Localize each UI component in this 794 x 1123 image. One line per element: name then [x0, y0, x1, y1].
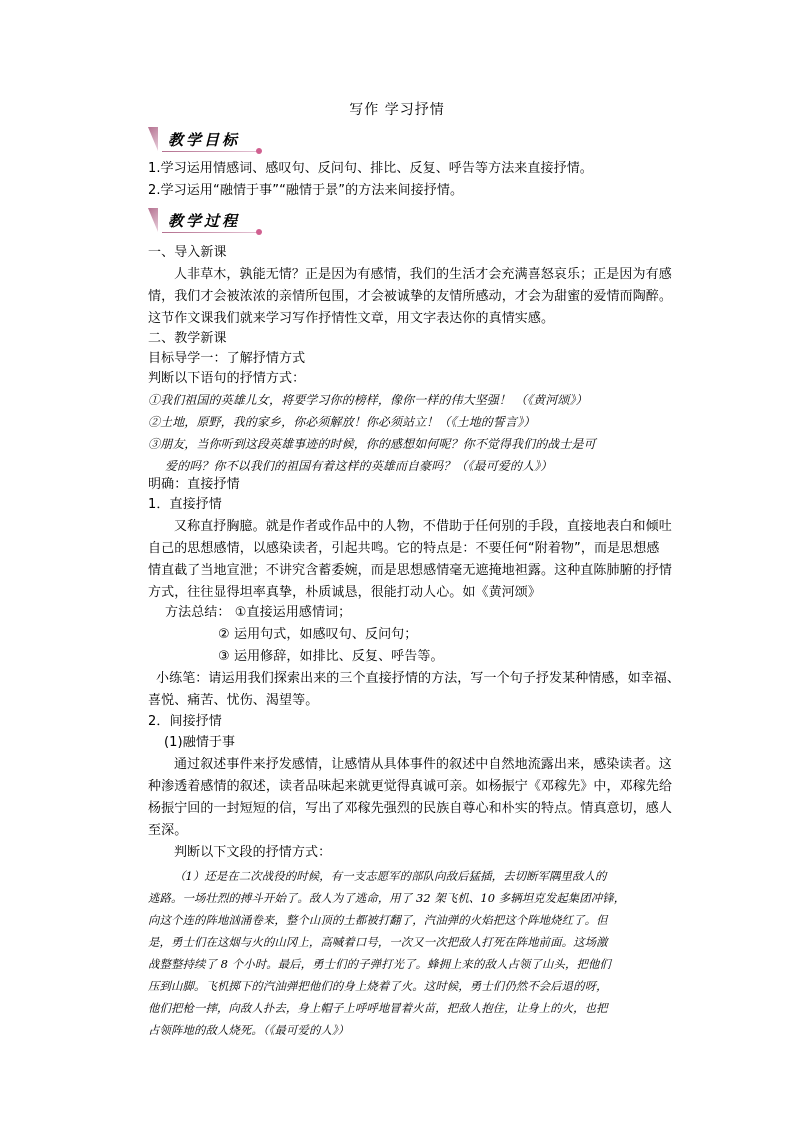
page-title: 写作 学习抒情 — [349, 102, 445, 118]
excerpt-line: 压到山脚。飞机掷下的汽油弹把他们的身上烧着了火。这时候，勇士们仍然不会后退的呀， — [148, 979, 608, 993]
paragraph-line: 情，我们才会被浓浓的亲情所包围，才会被诚挚的友情所感动，才会为甜蜜的爱情而陶醉。 — [148, 289, 673, 304]
goal-line-1: 1.学习运用情感词、感叹句、反问句、排比、反复、呼告等方法来直接抒情。 — [148, 161, 593, 176]
paragraph-line: 种渗透着感情的叙述，读者品味起来就更觉得真诚可亲。如杨振宁《邓稼先》中，邓稼先给 — [148, 779, 673, 794]
paragraph-line: 自己的思想感情，以感染读者，引起共鸣。它的特点是：不要任何“附着物”，而是思想感 — [148, 541, 660, 556]
badge-dot-icon — [256, 229, 262, 235]
badge-dot-icon — [256, 148, 262, 154]
paragraph-line: 人非草木，孰能无情？正是因为有感情，我们的生活才会充满喜怒哀乐；正是因为有感 — [174, 267, 672, 282]
paragraph-line: 判断以下语句的抒情方式： — [148, 371, 306, 386]
quote-line: 爱的吗？你不以我们的祖国有着这样的英雄而自豪吗？（《最可爱的人》） — [165, 459, 553, 473]
heading-intro: 一、导入新课 — [148, 245, 227, 260]
paragraph-line: 情直截了当地宣泄；不讲究含蓄委婉，而是思想感情毫无遮掩地袒露。这种直陈肺腑的抒情 — [148, 563, 673, 578]
method-item: ③ 运用修辞，如排比、反复、呼告等。 — [218, 649, 444, 664]
badge-label: 教学过程 — [168, 212, 241, 230]
excerpt-line: （1）还是在二次战役的时候，有一支志愿军的部队向敌后猛插，去切断军隅里敌人的 — [174, 869, 607, 883]
excerpt-line: 战整整持续了 8 个小时。最后，勇士们的子弹打光了。蜂拥上来的敌人占领了山头，把他们 — [148, 957, 611, 971]
section-badge-process — [148, 208, 256, 234]
goal-guide-heading: 目标导学一：了解抒情方式 — [148, 351, 306, 366]
paragraph-line: 又称直抒胸臆。就是作者或作品中的人物，不借助于任何别的手段，直接地表白和倾吐 — [174, 519, 672, 534]
paragraph-line: 判断以下文段的抒情方式： — [174, 845, 332, 860]
excerpt-line: 占领阵地的敌人烧死。（《最可爱的人》） — [148, 1023, 350, 1037]
paragraph-line: 这节作文课我们就来学习写作抒情性文章，用文字表达你的真情实感。 — [148, 311, 555, 326]
paragraph-line: 方式，往往显得坦率真挚，朴质诚恳，很能打动人心。如《黄河颂》 — [148, 585, 542, 600]
subheading-indirect: 2．间接抒情 — [148, 714, 222, 729]
subheading-event: (1)融情于事 — [164, 735, 236, 750]
excerpt-line: 是，勇士们在这烟与火的山冈上，高喊着口号，一次又一次把敌人打死在阵地前面。这场激 — [148, 935, 608, 949]
excerpt-line: 逃路。一场壮烈的搏斗开始了。敌人为了逃命，用了 32 架飞机、10 多辆坦克发起集团冲锋， — [148, 891, 626, 905]
section-badge-goals — [148, 127, 256, 153]
heading-new-lesson: 二、教学新课 — [148, 331, 227, 346]
paragraph-line: 至深。 — [148, 823, 188, 838]
excerpt-line: 向这个连的阵地汹涌卷来，整个山顶的土都被打翻了，汽油弹的火焰把这个阵地烧红了。但 — [148, 913, 608, 927]
badge-label: 教学目标 — [168, 131, 241, 149]
goal-line-2: 2.学习运用“融情于事”“融情于景”的方法来间接抒情。 — [148, 183, 464, 198]
quote-line: ③朋友，当你听到这段英雄事迹的时候，你的感想如何呢？你不觉得我们的战士是可 — [148, 437, 596, 451]
subheading-direct: 1．直接抒情 — [148, 497, 222, 512]
badge-triangle-icon — [148, 127, 158, 151]
paragraph-line: 通过叙述事件来抒发感情，让感情从具体事件的叙述中自然地流露出来，感染读者。这 — [174, 757, 672, 772]
answer-line: 明确：直接抒情 — [148, 477, 240, 492]
badge-triangle-icon — [148, 208, 158, 232]
quote-line: ①我们祖国的英雄儿女，将要学习你的榜样，像你一样的伟大坚强！ （《黄河颂》） — [148, 393, 588, 407]
paragraph-line: 杨振宁回的一封短短的信，写出了邓稼先强烈的民族自尊心和朴实的特点。情真意切，感人 — [148, 801, 673, 816]
badge-underline — [162, 232, 258, 233]
method-summary: 方法总结： ①直接运用感情词； — [165, 605, 352, 620]
practice-line: 喜悦、痛苦、忧伤、渴望等。 — [148, 693, 319, 708]
quote-line: ②土地，原野，我的家乡，你必须解放！你必须站立！（《土地的誓言》） — [148, 415, 536, 429]
excerpt-line: 他们把枪一摔，向敌人扑去，身上帽子上呼呼地冒着火苗，把敌人抱住，让身上的火，也把 — [148, 1001, 608, 1015]
practice-line: 小练笔：请运用我们探索出来的三个直接抒情的方法，写一个句子抒发某种情感，如幸福、 — [156, 671, 681, 686]
badge-underline — [162, 151, 258, 152]
method-item: ② 运用句式，如感叹句、反问句； — [218, 627, 418, 642]
